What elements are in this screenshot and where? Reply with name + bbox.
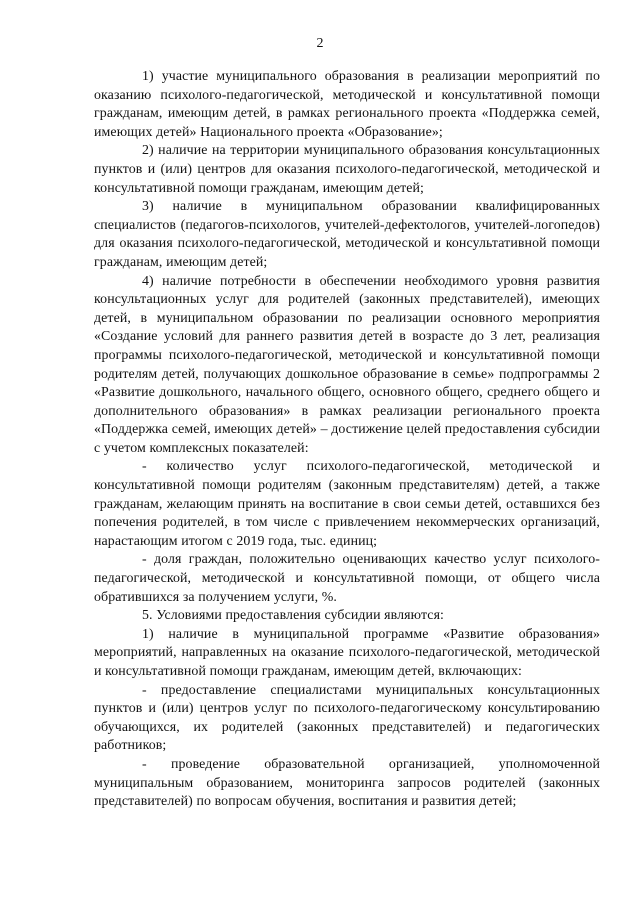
condition-1: 1) наличие в муниципальной программе «Развитие образования» мероприятий, направленных на оказание психолого-педагогической, методической и консультативной помощи гражданам, имеющим детей, включающих:: [94, 626, 600, 679]
paragraph-2: 2) наличие на территории муниципального образования консультационных пунктов и (или) центров для оказания психолого-педагогической, методической и консультативной помощи гражданам, имеющим детей;: [94, 143, 600, 196]
paragraph-4: 4) наличие потребности в обеспечении необходимого уровня развития консультационных услуг для родителей (законных представителей), имеющих детей, в муниципальном образовании по реализации основного мероприятия «Создание условий для раннего развития детей в возрасте до 3 лет, реализация программы психолого-педагогической, методической и консультативной помощи родителям детей, получающих дошкольное образование в семье» подпрограммы 2 «Развитие дошкольного, начального общего, основного общего, среднего общего и дополнительного образования» в рамках реализации регионального проекта «Поддержка семей, имеющих детей» – достижение целей предоставления субсидии с учетом комплексных показателей:: [94, 273, 600, 456]
bullet-citizen-share: - доля граждан, положительно оценивающих качество услуг психолого-педагогической, методической и консультативной помощи, от общего числа обратившихся за получением услуги, %.: [94, 552, 600, 605]
paragraph-3: 3) наличие в муниципальном образовании квалифицированных специалистов (педагогов-психологов, учителей-дефектологов, учителей-логопедов) для оказания психолого-педагогической, методической и консультативной помощи гражданам, имеющим детей;: [94, 199, 600, 270]
bullet-monitoring: - проведение образовательной организацией, уполномоченной муниципальным образованием, мониторинга запросов родителей (законных представителей) по вопросам обучения, воспитания и развития детей;: [94, 756, 600, 810]
paragraph-1: 1) участие муниципального образования в реализации мероприятий по оказанию психолого-педагогической, методической и консультативной помощи гражданам, имеющим детей, в рамках регионального проекта «Поддержка семей, имеющих детей» Национального проекта «Образование»;: [94, 69, 600, 140]
bullet-specialist-services: - предоставление специалистами муниципальных консультационных пунктов и (или) центров услуг по психолого-педагогическому консультированию обучающихся, их родителей (законных представителей) и педагогических работников;: [94, 682, 600, 754]
page-number: 2: [316, 36, 324, 51]
section-5-heading: 5. Условиями предоставления субсидии являются:: [142, 608, 445, 624]
bullet-service-count: - количество услуг психолого-педагогической, методической и консультативной помощи родителям (законным представителям) детей, а также гражданам, желающим принять на воспитание в свои семьи детей, оставшихся без попечения родителей, в том числе с привлечением некоммерческих организаций, нарастающим итогом с 2019 года, тыс. единиц;: [94, 459, 600, 549]
document-body: [94, 68, 600, 812]
